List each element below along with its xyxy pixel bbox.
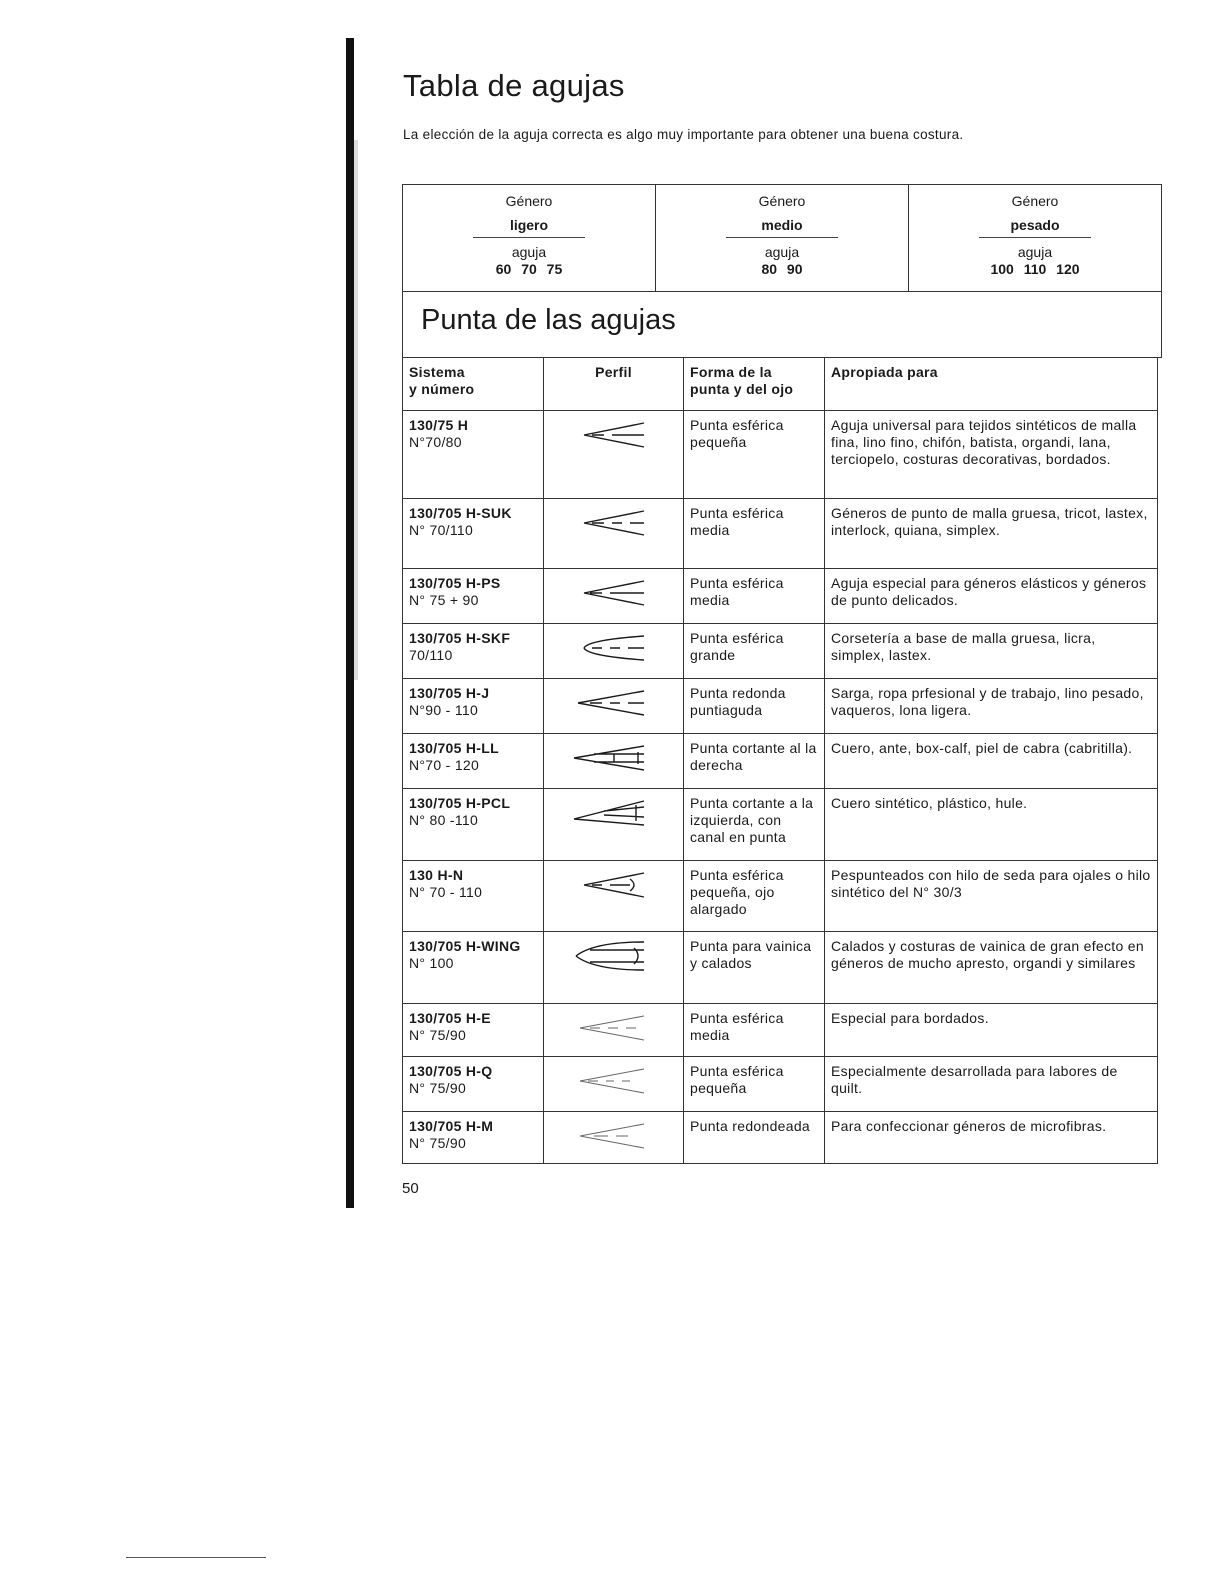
system-cell	[403, 1112, 544, 1164]
profile-cell	[544, 624, 684, 679]
system-code: 130/705 H-WING	[409, 938, 521, 954]
form-cell: Punta esférica media	[684, 499, 825, 569]
weight-label: Género	[505, 193, 553, 209]
profile-cell	[544, 411, 684, 499]
needle-outline	[584, 873, 644, 897]
system-code: 130/705 H-SKF	[409, 630, 511, 646]
profile-cell	[544, 932, 684, 1004]
system-cell	[403, 1057, 544, 1112]
form-cell: Punta esférica media	[684, 569, 825, 624]
header-profile: Perfil	[544, 358, 684, 411]
profile-cell	[544, 679, 684, 734]
needle-label: aguja	[1017, 244, 1053, 260]
header-use: Apropiada para	[825, 358, 1158, 411]
system-cell	[403, 734, 544, 789]
profile-cell	[544, 499, 684, 569]
needle-topstitch-icon	[564, 867, 664, 903]
use-cell: Aguja universal para tejidos sintéticos de malla fina, lino fino, chifón, batista, organdi, lana, terciopelo, costuras decorativas, bordados.	[825, 411, 1158, 499]
system-number: N° 75 + 90	[409, 592, 479, 608]
binding-shadow	[354, 140, 358, 680]
needle-synthetic-leather-icon	[564, 795, 664, 831]
intro-text: La elección de la aguja correcta es algo muy importante para obtener una buena costura.	[403, 127, 964, 142]
needle-rows	[403, 411, 1158, 1164]
system-code: 130/705 H-PCL	[409, 795, 511, 811]
system-number: N° 75/90	[409, 1027, 467, 1043]
needle-sizes: 100 110 120	[990, 261, 1080, 277]
table-row	[403, 789, 1158, 861]
system-code: 130/705 H-SUK	[409, 505, 512, 521]
system-number: N° 75/90	[409, 1135, 467, 1151]
form-cell: Punta cortante a la izquierda, con canal en punta	[684, 789, 825, 861]
header-system-line2: y número	[409, 381, 475, 397]
system-number: N° 70/110	[409, 522, 474, 538]
scan-artifact-line	[126, 1557, 266, 1558]
header-form-line1: Forma de la	[690, 364, 772, 380]
use-cell: Especialmente desarrollada para labores de quilt.	[825, 1057, 1158, 1112]
table-row	[403, 1112, 1158, 1164]
system-code: 130/705 H-E	[409, 1010, 491, 1026]
use-cell: Géneros de punto de malla gruesa, tricot, lastex, interlock, quiana, simplex.	[825, 499, 1158, 569]
form-cell: Punta redondeada	[684, 1112, 825, 1164]
needle-tips-header-box	[402, 290, 1162, 358]
needle-microtex-icon	[564, 1118, 664, 1154]
needle-outline	[574, 746, 644, 770]
header-form	[684, 358, 825, 411]
weight-label: Género	[1011, 193, 1059, 209]
system-cell	[403, 569, 544, 624]
profile-cell	[544, 1004, 684, 1057]
form-cell: Punta esférica pequeña, ojo alargado	[684, 861, 825, 932]
table-row	[403, 932, 1158, 1004]
system-code: 130/705 H-LL	[409, 740, 499, 756]
needle-stretch-icon	[564, 575, 664, 611]
use-cell: Cuero, ante, box-calf, piel de cabra (cabritilla).	[825, 734, 1158, 789]
system-cell	[403, 789, 544, 861]
system-number: 70/110	[409, 647, 453, 663]
needle-jeans-icon	[564, 685, 664, 721]
needle-label: aguja	[511, 244, 547, 260]
form-cell: Punta cortante al la derecha	[684, 734, 825, 789]
system-code: 130 H-N	[409, 867, 464, 883]
needle-sizes: 80 90	[761, 261, 803, 277]
page-title: Tabla de agujas	[403, 68, 625, 103]
needle-outline	[584, 636, 644, 660]
form-cell: Punta esférica pequeña	[684, 1057, 825, 1112]
system-cell	[403, 861, 544, 932]
system-number: N°70/80	[409, 434, 462, 450]
table-row	[403, 411, 1158, 499]
needle-outline	[576, 942, 644, 970]
table-row	[403, 569, 1158, 624]
form-cell: Punta para vainica y calados	[684, 932, 825, 1004]
weight-column-heavy	[908, 185, 1161, 291]
system-code: 130/705 H-PS	[409, 575, 501, 591]
table-row	[403, 1057, 1158, 1112]
use-cell: Aguja especial para géneros elásticos y géneros de punto delicados.	[825, 569, 1158, 624]
table-row	[403, 499, 1158, 569]
system-number: N° 70 - 110	[409, 884, 483, 900]
system-cell	[403, 679, 544, 734]
weight-name: ligero	[473, 217, 585, 238]
system-code: 130/75 H	[409, 417, 469, 433]
system-number: N° 75/90	[409, 1080, 467, 1096]
system-cell	[403, 1004, 544, 1057]
use-cell: Especial para bordados.	[825, 1004, 1158, 1057]
weight-column-light	[403, 185, 655, 291]
use-cell: Para confeccionar géneros de microfibras.	[825, 1112, 1158, 1164]
system-cell	[403, 932, 544, 1004]
needle-outline	[584, 423, 644, 447]
table-row	[403, 624, 1158, 679]
profile-cell	[544, 861, 684, 932]
needle-outline	[584, 511, 644, 535]
system-cell	[403, 499, 544, 569]
profile-cell	[544, 1112, 684, 1164]
table-header-row	[403, 358, 1158, 411]
needle-medium-ball-icon	[564, 505, 664, 541]
table-row	[403, 679, 1158, 734]
system-code: 130/705 H-M	[409, 1118, 494, 1134]
system-number: N°70 - 120	[409, 757, 480, 773]
system-number: N°90 - 110	[409, 702, 479, 718]
header-system	[403, 358, 544, 411]
needle-embroidery-icon	[564, 1010, 664, 1046]
needle-large-ball-icon	[564, 630, 664, 666]
binding-bar	[346, 38, 354, 1208]
system-code: 130/705 H-Q	[409, 1063, 493, 1079]
section-title: Punta de las agujas	[421, 304, 676, 336]
profile-cell	[544, 789, 684, 861]
profile-cell	[544, 734, 684, 789]
needle-outline	[580, 1069, 644, 1093]
needle-outline	[580, 1016, 644, 1040]
use-cell: Cuero sintético, plástico, hule.	[825, 789, 1158, 861]
weight-column-medium	[655, 185, 908, 291]
system-cell	[403, 411, 544, 499]
needle-sizes: 60 70 75	[495, 261, 563, 277]
profile-cell	[544, 1057, 684, 1112]
use-cell: Calados y costuras de vainica de gran efecto en géneros de mucho apresto, organdi y similares	[825, 932, 1158, 1004]
needle-tips-table	[402, 357, 1158, 1164]
weight-name: pesado	[979, 217, 1091, 238]
weight-label: Género	[758, 193, 806, 209]
form-cell: Punta esférica media	[684, 1004, 825, 1057]
system-code: 130/705 H-J	[409, 685, 490, 701]
profile-cell	[544, 569, 684, 624]
needle-small-ball-icon	[564, 417, 664, 453]
page-number: 50	[402, 1180, 419, 1197]
system-number: N° 80 -110	[409, 812, 479, 828]
needle-label: aguja	[764, 244, 800, 260]
needle-outline	[584, 581, 644, 605]
system-number: N° 100	[409, 955, 454, 971]
table-row	[403, 1004, 1158, 1057]
needle-quilting-icon	[564, 1063, 664, 1099]
use-cell: Pespunteados con hilo de seda para ojales o hilo sintético del N° 30/3	[825, 861, 1158, 932]
needle-outline	[574, 801, 644, 825]
needle-leather-icon	[564, 740, 664, 776]
use-cell: Sarga, ropa prfesional y de trabajo, lino pesado, vaqueros, lona ligera.	[825, 679, 1158, 734]
weight-name: medio	[726, 217, 838, 238]
header-system-line1: Sistema	[409, 364, 465, 380]
table-row	[403, 734, 1158, 789]
needle-outline	[580, 1124, 644, 1148]
needle-wing-icon	[564, 938, 664, 974]
header-form-line2: punta y del ojo	[690, 381, 794, 397]
form-cell: Punta esférica pequeña	[684, 411, 825, 499]
table-row	[403, 861, 1158, 932]
fabric-weight-table	[402, 184, 1162, 292]
use-cell: Corsetería a base de malla gruesa, licra, simplex, lastex.	[825, 624, 1158, 679]
form-cell: Punta esférica grande	[684, 624, 825, 679]
system-cell	[403, 624, 544, 679]
form-cell: Punta redonda puntiaguda	[684, 679, 825, 734]
needle-outline	[578, 691, 644, 715]
